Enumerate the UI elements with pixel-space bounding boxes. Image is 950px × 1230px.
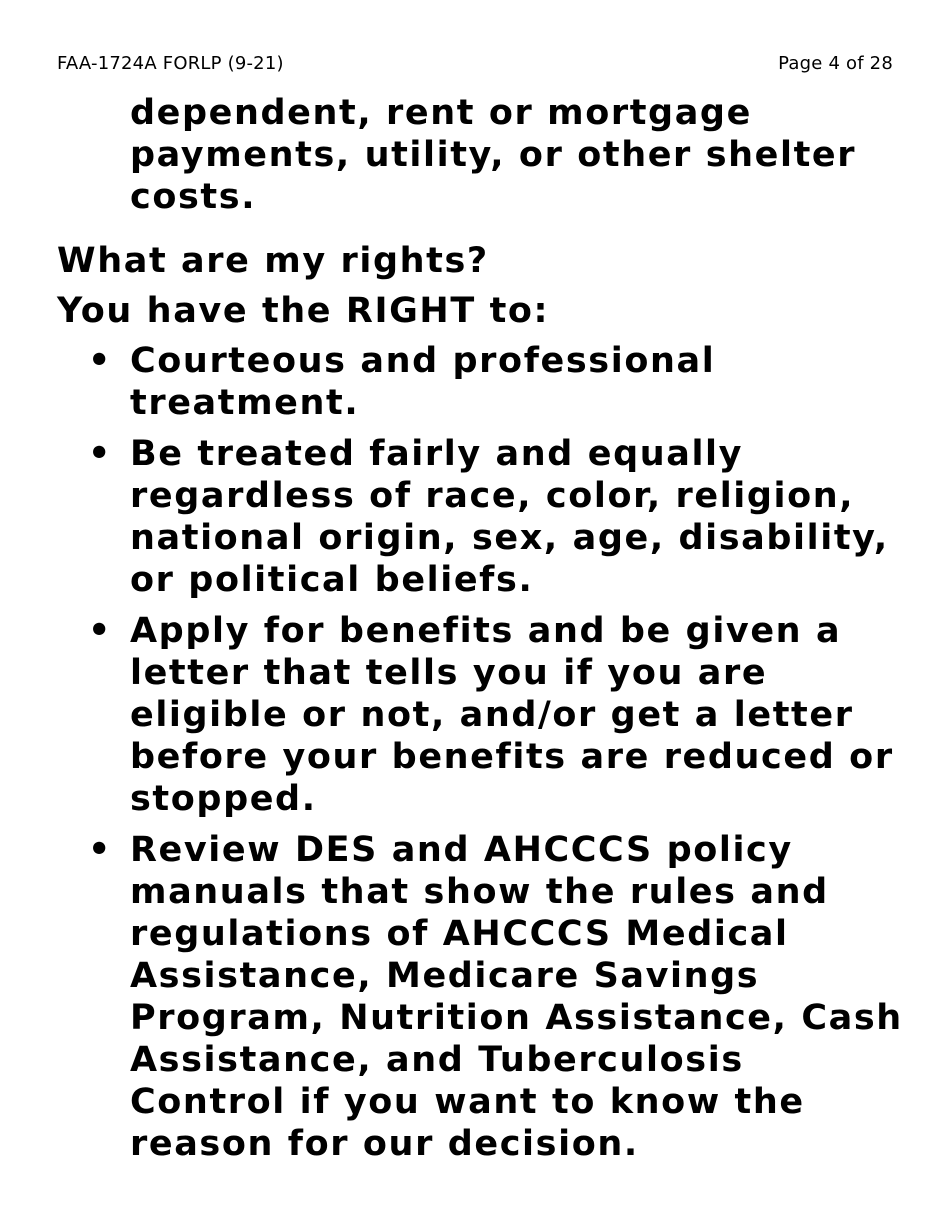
rights-list-item [57,433,907,601]
rights-list-item [57,340,907,424]
rights-item-text: Courteous and professional treatment. [130,341,716,423]
rights-item-text: Review DES and AHCCCS policy manuals that show the rules and regulations of AHCCCS Medical Assistance, Medicare Savings Program, Nutrition Assistance, Cash Assistance, and Tuberculosis Control if you want to know the reason for our decision. [130,830,903,1164]
section-heading: What are my rights? [57,241,489,281]
form-id: FAA-1724A FORLP (9-21) [57,53,284,74]
page-header [57,52,893,76]
bullet-icon: • [88,341,112,381]
rights-item-text: Be treated fairly and equally regardless of race, color, religion, national origin, sex, age, disability, or political beliefs. [130,434,889,600]
continued-text: dependent, rent or mortgage payments, utility, or other shelter costs. [130,93,857,217]
bullet-icon: • [88,830,112,870]
rights-list-item [57,829,907,1165]
page-number: Page 4 of 28 [778,53,893,74]
rights-list-item [57,610,907,820]
document-body [57,92,907,1174]
rights-list [57,340,907,1165]
bullet-icon: • [88,611,112,651]
rights-item-text: Apply for benefits and be given a letter that tells you if you are eligible or not, and/or get a letter before your benefits are reduced or stopped. [130,611,894,819]
bullet-icon: • [88,434,112,474]
rights-intro: You have the RIGHT to: [57,291,550,331]
